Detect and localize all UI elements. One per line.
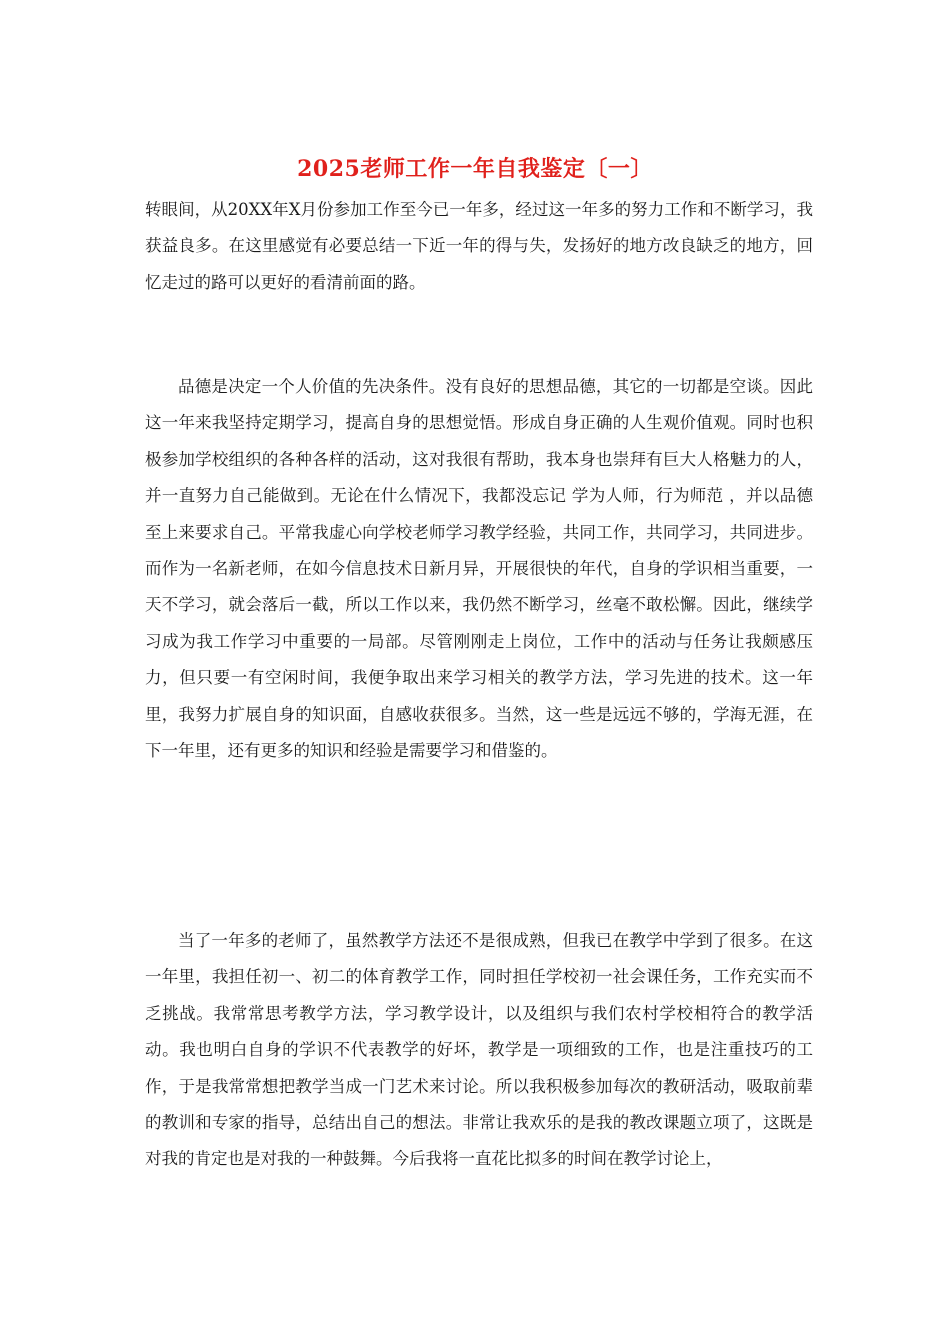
document-title: 2025老师工作一年自我鉴定〔一〕 <box>297 156 653 182</box>
paragraph-intro: 转眼间，从20XX年X月份参加工作至今已一年多，经过这一年多的努力工作和不断学习，我获益良多。在这里感觉有必要总结一下近一年的得与失，发扬好的地方改良缺乏的地方，回忆走过的路可以更好的看清前面的路。 <box>145 200 813 292</box>
paragraph-morality: 品德是决定一个人价值的先决条件。没有良好的思想品德，其它的一切都是空谈。因此这一年来我坚持定期学习，提高自身的思想觉悟。形成自身正确的人生观价值观。同时也积极参加学校组织的各种各样的活动，这对我很有帮助，我本身也崇拜有巨大人格魅力的人，并一直努力自己能做到。无论在什么情况下，我都没忘记 学为人师，行为师范 ，并以品德至上来要求自己。平常我虚心向学校老师学习教学经验，共同工作，共同学习，共同进步。而作为一名新老师，在如今信息技术日新月异，开展很快的年代，自身的学识相当重要，一天不学习，就会落后一截，所以工作以来，我仍然不断学习，丝毫不敢松懈。因此，继续学习成为我工作学习中重要的一局部。尽管刚刚走上岗位，工作中的活动与任务让我颇感压力，但只要一有空闲时间，我便争取出来学习相关的教学方法，学习先进的技术。这一年里，我努力扩展自身的知识面，自感收获很多。当然，这一些是远远不够的，学海无涯，在下一年里，还有更多的知识和经验是需要学习和借鉴的。 <box>145 377 813 761</box>
paragraph-teaching: 当了一年多的老师了，虽然教学方法还不是很成熟，但我已在教学中学到了很多。在这一年里，我担任初一、初二的体育教学工作，同时担任学校初一社会课任务，工作充实而不乏挑战。我常常思考教学方法，学习教学设计，以及组织与我们农村学校相符合的教学活动。我也明白自身的学识不代表教学的好坏，教学是一项细致的工作，也是注重技巧的工作，于是我常常想把教学当成一门艺术来讨论。所以我积极参加每次的教研活动，吸取前辈的教训和专家的指导，总结出自己的想法。非常让我欢乐的是我的教改课题立项了，这既是对我的肯定也是对我的一种鼓舞。今后我将一直花比拟多的时间在教学讨论上， <box>145 931 813 1169</box>
